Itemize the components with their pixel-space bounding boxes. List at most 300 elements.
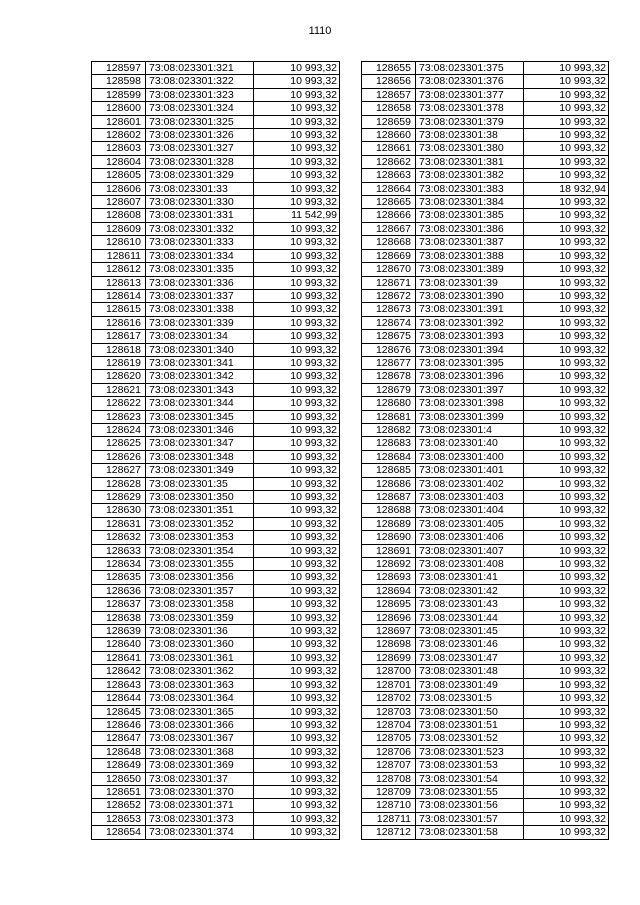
row-number-cell: 128661	[362, 142, 416, 155]
row-number-cell: 128666	[362, 209, 416, 222]
row-number-cell: 128618	[92, 343, 146, 356]
table-row	[362, 397, 609, 410]
cadastral-number-cell: 73:08:023301:363	[146, 678, 254, 691]
cadastral-number-cell: 73:08:023301:386	[416, 222, 524, 235]
cadastral-number-cell: 73:08:023301:378	[416, 102, 524, 115]
table-row	[92, 115, 340, 128]
table-row	[362, 316, 609, 329]
row-number-cell: 128621	[92, 383, 146, 396]
table-row	[92, 732, 340, 745]
row-number-cell: 128682	[362, 423, 416, 436]
row-number-cell: 128710	[362, 799, 416, 812]
row-number-cell: 128613	[92, 276, 146, 289]
value-cell: 10 993,32	[254, 799, 340, 812]
table-row	[92, 423, 340, 436]
cadastral-number-cell: 73:08:023301:39	[416, 276, 524, 289]
row-number-cell: 128624	[92, 423, 146, 436]
value-cell: 10 993,32	[254, 222, 340, 235]
cadastral-number-cell: 73:08:023301:343	[146, 383, 254, 396]
cadastral-number-cell: 73:08:023301:406	[416, 531, 524, 544]
value-cell: 10 993,32	[254, 276, 340, 289]
row-number-cell: 128647	[92, 732, 146, 745]
table-row	[362, 196, 609, 209]
cadastral-number-cell: 73:08:023301:367	[146, 732, 254, 745]
value-cell: 10 993,32	[524, 437, 609, 450]
row-number-cell: 128699	[362, 651, 416, 664]
value-cell: 10 993,32	[254, 772, 340, 785]
value-cell: 10 993,32	[254, 665, 340, 678]
value-cell: 10 993,32	[524, 504, 609, 517]
value-cell: 10 993,32	[524, 491, 609, 504]
value-cell: 10 993,32	[524, 289, 609, 302]
value-cell: 10 993,32	[254, 718, 340, 731]
value-cell: 10 993,32	[254, 584, 340, 597]
value-cell: 10 993,32	[254, 423, 340, 436]
value-cell: 10 993,32	[524, 477, 609, 490]
table-row	[92, 558, 340, 571]
cadastral-number-cell: 73:08:023301:346	[146, 423, 254, 436]
row-number-cell: 128691	[362, 544, 416, 557]
cadastral-number-cell: 73:08:023301:329	[146, 169, 254, 182]
table-row	[92, 651, 340, 664]
row-number-cell: 128604	[92, 155, 146, 168]
value-cell: 10 993,32	[524, 263, 609, 276]
value-cell: 10 993,32	[524, 571, 609, 584]
row-number-cell: 128635	[92, 571, 146, 584]
value-cell: 10 993,32	[254, 196, 340, 209]
table-row	[362, 88, 609, 101]
value-cell: 10 993,32	[524, 370, 609, 383]
cadastral-number-cell: 73:08:023301:326	[146, 129, 254, 142]
table-row	[92, 625, 340, 638]
cadastral-number-cell: 73:08:023301:35	[146, 477, 254, 490]
table-row	[362, 598, 609, 611]
value-cell: 10 993,32	[254, 651, 340, 664]
cadastral-number-cell: 73:08:023301:361	[146, 651, 254, 664]
value-cell: 10 993,32	[254, 115, 340, 128]
value-cell: 10 993,32	[254, 785, 340, 798]
table-row	[362, 142, 609, 155]
value-cell: 10 993,32	[254, 102, 340, 115]
value-cell: 10 993,32	[524, 383, 609, 396]
value-cell: 10 993,32	[254, 330, 340, 343]
table-row	[92, 383, 340, 396]
value-cell: 10 993,32	[254, 571, 340, 584]
value-cell: 10 993,32	[254, 517, 340, 530]
table-row	[362, 638, 609, 651]
value-cell: 10 993,32	[524, 772, 609, 785]
table-row	[362, 799, 609, 812]
cadastral-number-cell: 73:08:023301:38	[416, 129, 524, 142]
table-row	[362, 745, 609, 758]
cadastral-number-cell: 73:08:023301:52	[416, 732, 524, 745]
table-row	[362, 356, 609, 369]
cadastral-number-cell: 73:08:023301:371	[146, 799, 254, 812]
value-cell: 10 993,32	[254, 611, 340, 624]
row-number-cell: 128693	[362, 571, 416, 584]
table-row	[362, 464, 609, 477]
row-number-cell: 128628	[92, 477, 146, 490]
cadastral-number-cell: 73:08:023301:41	[416, 571, 524, 584]
table-row	[92, 638, 340, 651]
cadastral-number-cell: 73:08:023301:368	[146, 745, 254, 758]
value-cell: 10 993,32	[254, 169, 340, 182]
cadastral-number-cell: 73:08:023301:323	[146, 88, 254, 101]
row-number-cell: 128642	[92, 665, 146, 678]
row-number-cell: 128696	[362, 611, 416, 624]
row-number-cell: 128611	[92, 249, 146, 262]
row-number-cell: 128663	[362, 169, 416, 182]
cadastral-number-cell: 73:08:023301:404	[416, 504, 524, 517]
table-row	[362, 370, 609, 383]
value-cell: 10 993,32	[254, 383, 340, 396]
cadastral-number-cell: 73:08:023301:338	[146, 303, 254, 316]
cadastral-number-cell: 73:08:023301:331	[146, 209, 254, 222]
row-number-cell: 128687	[362, 491, 416, 504]
row-number-cell: 128617	[92, 330, 146, 343]
value-cell: 10 993,32	[524, 410, 609, 423]
row-number-cell: 128620	[92, 370, 146, 383]
cadastral-number-cell: 73:08:023301:334	[146, 249, 254, 262]
value-cell: 10 993,32	[524, 826, 609, 839]
register-table-right	[361, 61, 609, 840]
value-cell: 10 993,32	[254, 759, 340, 772]
row-number-cell: 128694	[362, 584, 416, 597]
cadastral-number-cell: 73:08:023301:373	[146, 812, 254, 825]
table-row	[362, 155, 609, 168]
cadastral-number-cell: 73:08:023301:51	[416, 718, 524, 731]
row-number-cell: 128698	[362, 638, 416, 651]
row-number-cell: 128668	[362, 236, 416, 249]
value-cell: 10 993,32	[254, 129, 340, 142]
register-table-left	[91, 61, 340, 840]
value-cell: 10 993,32	[254, 745, 340, 758]
cadastral-number-cell: 73:08:023301:56	[416, 799, 524, 812]
table-row	[92, 598, 340, 611]
cadastral-number-cell: 73:08:023301:353	[146, 531, 254, 544]
row-number-cell: 128641	[92, 651, 146, 664]
value-cell: 10 993,32	[524, 584, 609, 597]
value-cell: 10 993,32	[524, 222, 609, 235]
row-number-cell: 128660	[362, 129, 416, 142]
table-row	[362, 169, 609, 182]
table-row	[362, 289, 609, 302]
row-number-cell: 128651	[92, 785, 146, 798]
cadastral-number-cell: 73:08:023301:322	[146, 75, 254, 88]
row-number-cell: 128639	[92, 625, 146, 638]
row-number-cell: 128599	[92, 88, 146, 101]
row-number-cell: 128653	[92, 812, 146, 825]
row-number-cell: 128603	[92, 142, 146, 155]
cadastral-number-cell: 73:08:023301:388	[416, 249, 524, 262]
cadastral-number-cell: 73:08:023301:336	[146, 276, 254, 289]
table-row	[92, 155, 340, 168]
table-row	[92, 437, 340, 450]
row-number-cell: 128685	[362, 464, 416, 477]
value-cell: 10 993,32	[524, 397, 609, 410]
table-row	[362, 625, 609, 638]
row-number-cell: 128615	[92, 303, 146, 316]
cadastral-number-cell: 73:08:023301:523	[416, 745, 524, 758]
cadastral-number-cell: 73:08:023301:354	[146, 544, 254, 557]
row-number-cell: 128677	[362, 356, 416, 369]
value-cell: 10 993,32	[254, 236, 340, 249]
row-number-cell: 128630	[92, 504, 146, 517]
cadastral-number-cell: 73:08:023301:394	[416, 343, 524, 356]
cadastral-number-cell: 73:08:023301:50	[416, 705, 524, 718]
row-number-cell: 128672	[362, 289, 416, 302]
row-number-cell: 128689	[362, 517, 416, 530]
cadastral-number-cell: 73:08:023301:392	[416, 316, 524, 329]
cadastral-number-cell: 73:08:023301:325	[146, 115, 254, 128]
cadastral-number-cell: 73:08:023301:407	[416, 544, 524, 557]
row-number-cell: 128600	[92, 102, 146, 115]
cadastral-number-cell: 73:08:023301:4	[416, 423, 524, 436]
cadastral-number-cell: 73:08:023301:330	[146, 196, 254, 209]
cadastral-number-cell: 73:08:023301:327	[146, 142, 254, 155]
table-row	[92, 584, 340, 597]
table-row	[92, 571, 340, 584]
cadastral-number-cell: 73:08:023301:347	[146, 437, 254, 450]
value-cell: 10 993,32	[254, 356, 340, 369]
cadastral-number-cell: 73:08:023301:344	[146, 397, 254, 410]
value-cell: 10 993,32	[524, 209, 609, 222]
row-number-cell: 128610	[92, 236, 146, 249]
table-row	[92, 129, 340, 142]
row-number-cell: 128662	[362, 155, 416, 168]
cadastral-number-cell: 73:08:023301:5	[416, 692, 524, 705]
value-cell: 10 993,32	[524, 732, 609, 745]
table-row	[362, 263, 609, 276]
table-row	[92, 464, 340, 477]
row-number-cell: 128598	[92, 75, 146, 88]
value-cell: 10 993,32	[254, 544, 340, 557]
value-cell: 10 993,32	[524, 169, 609, 182]
row-number-cell: 128633	[92, 544, 146, 557]
value-cell: 10 993,32	[524, 799, 609, 812]
table-row	[362, 584, 609, 597]
row-number-cell: 128676	[362, 343, 416, 356]
row-number-cell: 128644	[92, 692, 146, 705]
cadastral-number-cell: 73:08:023301:333	[146, 236, 254, 249]
table-row	[362, 718, 609, 731]
row-number-cell: 128701	[362, 678, 416, 691]
value-cell: 10 993,32	[524, 102, 609, 115]
row-number-cell: 128704	[362, 718, 416, 731]
cadastral-number-cell: 73:08:023301:339	[146, 316, 254, 329]
row-number-cell: 128708	[362, 772, 416, 785]
cadastral-number-cell: 73:08:023301:369	[146, 759, 254, 772]
row-number-cell: 128700	[362, 665, 416, 678]
table-row	[362, 477, 609, 490]
row-number-cell: 128656	[362, 75, 416, 88]
table-row	[362, 249, 609, 262]
value-cell: 10 993,32	[524, 343, 609, 356]
row-number-cell: 128658	[362, 102, 416, 115]
cadastral-number-cell: 73:08:023301:408	[416, 558, 524, 571]
table-row	[362, 826, 609, 839]
cadastral-number-cell: 73:08:023301:370	[146, 785, 254, 798]
table-row	[362, 343, 609, 356]
row-number-cell: 128670	[362, 263, 416, 276]
cadastral-number-cell: 73:08:023301:34	[146, 330, 254, 343]
value-cell: 10 993,32	[524, 745, 609, 758]
table-row	[362, 732, 609, 745]
cadastral-number-cell: 73:08:023301:389	[416, 263, 524, 276]
table-row	[92, 531, 340, 544]
table-row	[92, 450, 340, 463]
value-cell: 10 993,32	[524, 638, 609, 651]
cadastral-number-cell: 73:08:023301:403	[416, 491, 524, 504]
value-cell: 10 993,32	[254, 370, 340, 383]
cadastral-number-cell: 73:08:023301:379	[416, 115, 524, 128]
row-number-cell: 128612	[92, 263, 146, 276]
value-cell: 10 993,32	[254, 62, 340, 75]
value-cell: 10 993,32	[524, 705, 609, 718]
cadastral-number-cell: 73:08:023301:355	[146, 558, 254, 571]
cadastral-number-cell: 73:08:023301:345	[146, 410, 254, 423]
table-row	[362, 182, 609, 195]
register-table-left-body	[92, 62, 340, 840]
table-row	[92, 289, 340, 302]
table-row	[92, 356, 340, 369]
value-cell: 10 993,32	[254, 397, 340, 410]
value-cell: 10 993,32	[524, 692, 609, 705]
row-number-cell: 128614	[92, 289, 146, 302]
cadastral-number-cell: 73:08:023301:365	[146, 705, 254, 718]
cadastral-number-cell: 73:08:023301:401	[416, 464, 524, 477]
row-number-cell: 128671	[362, 276, 416, 289]
cadastral-number-cell: 73:08:023301:351	[146, 504, 254, 517]
cadastral-number-cell: 73:08:023301:37	[146, 772, 254, 785]
row-number-cell: 128684	[362, 450, 416, 463]
value-cell: 10 993,32	[524, 88, 609, 101]
cadastral-number-cell: 73:08:023301:405	[416, 517, 524, 530]
cadastral-number-cell: 73:08:023301:396	[416, 370, 524, 383]
cadastral-number-cell: 73:08:023301:40	[416, 437, 524, 450]
value-cell: 10 993,32	[254, 289, 340, 302]
row-number-cell: 128695	[362, 598, 416, 611]
row-number-cell: 128683	[362, 437, 416, 450]
value-cell: 10 993,32	[254, 182, 340, 195]
value-cell: 10 993,32	[254, 450, 340, 463]
cadastral-number-cell: 73:08:023301:359	[146, 611, 254, 624]
row-number-cell: 128643	[92, 678, 146, 691]
value-cell: 10 993,32	[524, 625, 609, 638]
value-cell: 10 993,32	[254, 316, 340, 329]
value-cell: 10 993,32	[254, 410, 340, 423]
table-row	[92, 142, 340, 155]
row-number-cell: 128688	[362, 504, 416, 517]
cadastral-number-cell: 73:08:023301:47	[416, 651, 524, 664]
value-cell: 10 993,32	[524, 62, 609, 75]
table-row	[362, 571, 609, 584]
table-row	[92, 370, 340, 383]
table-row	[92, 316, 340, 329]
cadastral-number-cell: 73:08:023301:36	[146, 625, 254, 638]
cadastral-number-cell: 73:08:023301:324	[146, 102, 254, 115]
table-row	[92, 62, 340, 75]
row-number-cell: 128675	[362, 330, 416, 343]
table-row	[362, 437, 609, 450]
cadastral-number-cell: 73:08:023301:366	[146, 718, 254, 731]
value-cell: 11 542,99	[254, 209, 340, 222]
row-number-cell: 128645	[92, 705, 146, 718]
value-cell: 10 993,32	[254, 343, 340, 356]
table-row	[362, 450, 609, 463]
value-cell: 10 993,32	[524, 665, 609, 678]
row-number-cell: 128649	[92, 759, 146, 772]
value-cell: 10 993,32	[524, 330, 609, 343]
table-row	[92, 678, 340, 691]
row-number-cell: 128673	[362, 303, 416, 316]
value-cell: 10 993,32	[524, 303, 609, 316]
row-number-cell: 128657	[362, 88, 416, 101]
table-row	[92, 718, 340, 731]
cadastral-number-cell: 73:08:023301:402	[416, 477, 524, 490]
row-number-cell: 128679	[362, 383, 416, 396]
table-row	[362, 276, 609, 289]
table-row	[362, 692, 609, 705]
table-row	[362, 491, 609, 504]
value-cell: 10 993,32	[524, 785, 609, 798]
value-cell: 10 993,32	[254, 678, 340, 691]
value-cell: 10 993,32	[524, 812, 609, 825]
table-row	[92, 196, 340, 209]
row-number-cell: 128622	[92, 397, 146, 410]
row-number-cell: 128712	[362, 826, 416, 839]
value-cell: 10 993,32	[254, 142, 340, 155]
cadastral-number-cell: 73:08:023301:57	[416, 812, 524, 825]
value-cell: 18 932,94	[524, 182, 609, 195]
value-cell: 10 993,32	[254, 249, 340, 262]
cadastral-number-cell: 73:08:023301:390	[416, 289, 524, 302]
table-row	[362, 330, 609, 343]
row-number-cell: 128678	[362, 370, 416, 383]
cadastral-number-cell: 73:08:023301:335	[146, 263, 254, 276]
row-number-cell: 128638	[92, 611, 146, 624]
table-row	[92, 799, 340, 812]
cadastral-number-cell: 73:08:023301:55	[416, 785, 524, 798]
cadastral-number-cell: 73:08:023301:377	[416, 88, 524, 101]
table-row	[362, 410, 609, 423]
table-row	[362, 102, 609, 115]
value-cell: 10 993,32	[254, 155, 340, 168]
row-number-cell: 128637	[92, 598, 146, 611]
table-row	[92, 222, 340, 235]
table-row	[362, 115, 609, 128]
value-cell: 10 993,32	[524, 236, 609, 249]
row-number-cell: 128606	[92, 182, 146, 195]
table-row	[362, 423, 609, 436]
table-row	[92, 343, 340, 356]
cadastral-number-cell: 73:08:023301:357	[146, 584, 254, 597]
value-cell: 10 993,32	[254, 826, 340, 839]
cadastral-number-cell: 73:08:023301:358	[146, 598, 254, 611]
table-row	[92, 477, 340, 490]
row-number-cell: 128681	[362, 410, 416, 423]
table-row	[362, 222, 609, 235]
cadastral-number-cell: 73:08:023301:400	[416, 450, 524, 463]
cadastral-number-cell: 73:08:023301:376	[416, 75, 524, 88]
row-number-cell: 128616	[92, 316, 146, 329]
row-number-cell: 128629	[92, 491, 146, 504]
cadastral-number-cell: 73:08:023301:33	[146, 182, 254, 195]
row-number-cell: 128703	[362, 705, 416, 718]
value-cell: 10 993,32	[524, 517, 609, 530]
row-number-cell: 128648	[92, 745, 146, 758]
value-cell: 10 993,32	[524, 196, 609, 209]
